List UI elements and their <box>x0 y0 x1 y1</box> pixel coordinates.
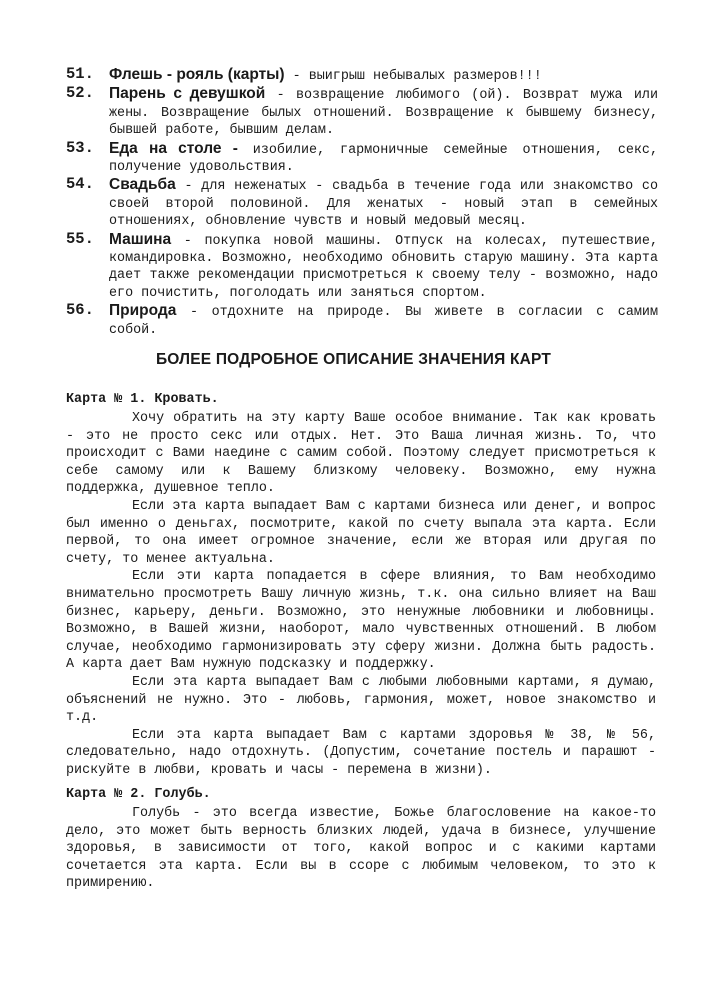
card-1-paragraph: Если эта карта выпадает Вам с картами здоровья № 38, № 56, следовательно, надо отдохнуть. (Допустим, сочетание постель и парашют - рискуйте в любви, кровать и часы - перемена в жизни). <box>66 727 656 778</box>
item-description: - покупка новой машины. Отпуск на колесах, путешествие, командировка. Возможно, необходимо обновить старую машину. Эта карта дает также рекомендации присмотреться к своему телу - возможно, надо его почистить, поголодать или заняться спортом. <box>109 233 658 301</box>
item-description: изобилие, гармоничные семейные отношения, секс, получение удовольствия. <box>109 142 659 176</box>
item-number: 54. <box>66 175 94 194</box>
item-term: Еда на столе - <box>109 139 238 157</box>
item-description: - выигрыш небывалых размеров!!! <box>284 69 542 84</box>
item-number: 56. <box>66 301 94 320</box>
item-term: Свадьба <box>109 176 176 194</box>
item-term: Природа <box>109 302 177 320</box>
card-1-title: Карта № 1. Кровать. <box>66 392 219 407</box>
card-1-paragraph: Если эта карта выпадает Вам с любыми любовными картами, я думаю, объяснений не нужно. Это - любовь, гармония, может, новое знакомство и т.д. <box>66 674 656 726</box>
card-1-paragraph: Если эти карта попадается в сфере влияния, то Вам необходимо внимательно просмотреть Вашу личную жизнь, т.к. она сильно влияет на Ваш бизнес, карьеру, деньги. Возможно, это ненужные любовники и любовницы. Возможно, в Вашей жизни, наоборот, мало чувственных отношений. В любом случае, необходимо гармонизировать эту сферу жизни. Должна быть радость. А карта дает Вам нужную подсказку и поддержку. <box>66 569 656 673</box>
item-number: 55. <box>66 229 94 248</box>
item-number: 52. <box>66 84 94 103</box>
card-2-paragraph: Голубь - это всегда известие, Божье благословение на какое-то дело, это может быть верность близких людей, удача в бизнесе, улучшение здоровья, в зависимости от того, какой вопрос и с какими картами сочетается эта карта. Если вы в ссоре с любимым человеком, то это к примирению. <box>66 806 656 892</box>
item-term: Флешь - рояль (карты) <box>109 66 285 83</box>
card-1-paragraph: Если эта карта выпадает Вам с картами бизнеса или денег, и вопрос был именно о деньгах, посмотрите, какой по счету выпала эта карта. Если первой, то она имеет огромное значение, если же вторая или другая по счету, то менее актуальна. <box>66 498 656 567</box>
item-term: Машина <box>109 230 172 248</box>
list-item <box>66 140 658 177</box>
card-1-paragraph: Хочу обратить на эту карту Ваше особое внимание. Так как кровать - это не просто секс или отдых. Нет. Это Ваша личная жизнь. То, что происходит с Вами наедине с самим собой. Поэтому следует присмотреться к себе самому или к Вашему близкому человеку. Возможно, ему нужна поддержка, душевное тепло. <box>66 411 656 497</box>
item-number: 51. <box>66 65 94 83</box>
item-description: - отдохните на природе. Вы живете в согласии с самим собой. <box>109 305 658 338</box>
list-item <box>66 66 658 85</box>
list-item <box>66 302 658 339</box>
item-text <box>109 302 658 339</box>
card-1-section <box>66 391 656 779</box>
item-text <box>109 140 658 177</box>
numbered-list <box>66 66 658 339</box>
item-description: - для неженатых - свадьба в течение года или знакомство со своей второй половиной. Для женатых - новый этап в семейных отношениях, обновление чувств и новый медовый месяц. <box>109 179 658 230</box>
section-title: БОЛЕЕ ПОДРОБНОЕ ОПИСАНИЕ ЗНАЧЕНИЯ КАРТ <box>155 351 552 368</box>
card-2-section <box>66 786 656 893</box>
card-2-title: Карта № 2. Голубь. <box>66 787 211 802</box>
list-item <box>66 176 658 230</box>
item-term: Парень с девушкой <box>109 85 266 103</box>
item-number: 53. <box>66 138 94 157</box>
item-description: - возвращение любимого (ой). Возврат мужа или жены. Возвращение былых отношений. Возвращение к бывшему бизнесу, бывшей работе, бывшим делам. <box>109 88 658 139</box>
item-text <box>109 85 658 139</box>
item-text <box>109 176 658 230</box>
item-text <box>109 231 658 303</box>
list-item <box>66 231 658 303</box>
item-text <box>109 66 658 85</box>
list-item <box>66 85 658 139</box>
